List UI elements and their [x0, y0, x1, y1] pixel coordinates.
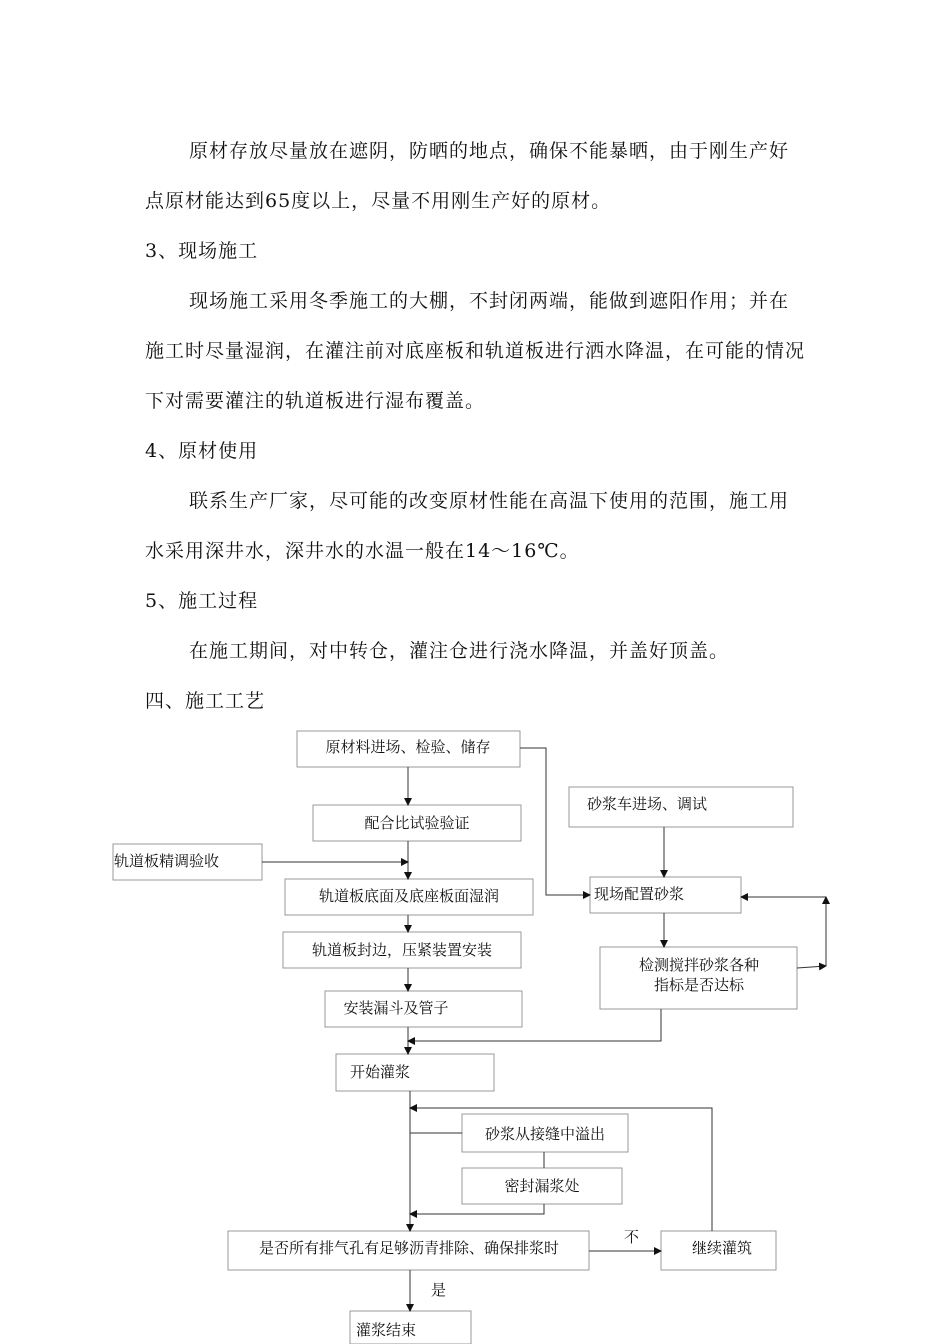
box-mix-verify: [313, 805, 521, 841]
paragraph-construction-process: 在施工期间，对中转仓，灌注仓进行浇水降温，并盖好顶盖。: [189, 640, 730, 662]
box-track-accept: [113, 844, 262, 880]
heading-construction-process: 5、施工过程: [145, 590, 259, 612]
box-decision: [228, 1231, 589, 1270]
svg-text:现场配置砂浆: 现场配置砂浆: [593, 885, 685, 903]
svg-text:指标是否达标: 指标是否达标: [653, 976, 745, 994]
svg-text:轨道板封边，压紧装置安装: 轨道板封边，压紧装置安装: [311, 941, 493, 959]
box-site-mortar: [590, 877, 741, 913]
box-overflow: [462, 1114, 628, 1152]
box-seal-install: [283, 932, 521, 968]
box-seal-leak: [462, 1168, 622, 1204]
svg-text:配合比试验验证: 配合比试验验证: [364, 814, 470, 832]
heading-raw-usage: 4、原材使用: [145, 440, 259, 462]
box-raw-material: [297, 731, 520, 767]
svg-text:轨道板底面及底座板面湿润: 轨道板底面及底座板面湿润: [318, 887, 500, 905]
svg-text:安装漏斗及管子: 安装漏斗及管子: [343, 999, 449, 1017]
svg-text:密封漏浆处: 密封漏浆处: [504, 1177, 580, 1195]
svg-text:砂浆车进场、调试: 砂浆车进场、调试: [586, 795, 708, 813]
svg-text:原材料进场、检验、储存: 原材料进场、检验、储存: [325, 738, 491, 756]
box-wet-surface: [285, 879, 533, 915]
svg-text:继续灌筑: 继续灌筑: [691, 1239, 753, 1257]
heading-section-four: 四、施工工艺: [145, 690, 266, 712]
svg-text:是否所有排气孔有足够沥青排除、确保排浆时: 是否所有排气孔有足够沥青排除、确保排浆时: [258, 1239, 560, 1257]
svg-text:砂浆从接缝中溢出: 砂浆从接缝中溢出: [484, 1125, 606, 1143]
paragraph-site-construction: 现场施工采用冬季施工的大棚，不封闭两端，能做到遮阳作用；并在施工时尽量湿润，在灌注前对底座板和轨道板进行洒水降温，在可能的情况下对需要灌注的轨道板进行湿布覆盖。: [145, 290, 806, 412]
box-end: [350, 1311, 471, 1344]
svg-text:轨道板精调验收: 轨道板精调验收: [114, 852, 220, 870]
heading-site-construction: 3、现场施工: [145, 240, 259, 262]
paragraph-raw-storage: 原材存放尽量放在遮阴，防晒的地点，确保不能暴晒，由于刚生产好点原材能达到65度以上，尽量不用刚生产好的原材。: [145, 140, 790, 212]
svg-text:灌浆结束: 灌浆结束: [355, 1321, 417, 1339]
paragraph-raw-usage: 联系生产厂家，尽可能的改变原材性能在高温下使用的范围，施工用水采用深井水，深井水的水温一般在14～16℃。: [145, 490, 790, 562]
svg-text:检测搅拌砂浆各种: 检测搅拌砂浆各种: [638, 956, 760, 974]
svg-text:开始灌浆: 开始灌浆: [349, 1063, 411, 1081]
box-start-grout: [336, 1054, 494, 1091]
box-funnel-install: [325, 991, 522, 1027]
label-no: 不: [624, 1228, 640, 1246]
box-continue: [661, 1231, 776, 1270]
box-mortar-truck: [569, 787, 793, 827]
label-yes: 是: [431, 1281, 447, 1299]
box-check-mortar: [600, 947, 797, 1009]
